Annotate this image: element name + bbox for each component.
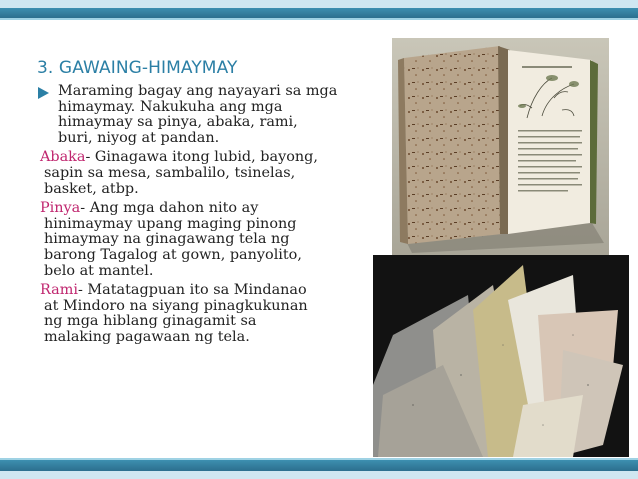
item-line: basket, atbp.: [44, 180, 139, 197]
book-photo: [392, 38, 609, 260]
item-line: - Matatagpuan ito sa Mindanao: [78, 282, 307, 299]
item-line: - Ginagawa itong lubid, bayong,: [85, 149, 318, 166]
item-line: hinimaymay upang maging pinong: [44, 215, 297, 232]
bullet-line: himaymay sa pinya, abaka, rami,: [58, 114, 298, 131]
term-abaka: Abaka: [40, 149, 86, 166]
bullet-line: himaymay. Nakukuha ang mga: [58, 98, 283, 115]
item-line: malaking pagawaan ng tela.: [44, 328, 250, 345]
bullet-arrow-icon: [38, 87, 49, 99]
item-line: ng mga hiblang ginagamit sa: [44, 313, 257, 330]
top-border-dark: [0, 8, 638, 18]
bullet-line: Maraming bagay ang nayayari sa mga: [58, 83, 338, 99]
item-line: sapin sa mesa, sambalilo, tsinelas,: [44, 164, 296, 181]
item-line: barong Tagalog at gown, panyolito,: [44, 246, 302, 263]
slide-body: [36, 84, 366, 346]
slide-title: 3. GAWAING-HIMAYMAY: [37, 58, 238, 78]
bullet-line: buri, niyog at pandan.: [58, 129, 220, 146]
bottom-border-dark: [0, 460, 638, 471]
bottom-border-light: [0, 471, 638, 479]
item-line: at Mindoro na siyang pinagkukunan: [44, 297, 308, 314]
item-pinya: [36, 201, 366, 279]
item-line: belo at mantel.: [44, 262, 154, 279]
item-line: himaymay na ginagawang tela ng: [44, 231, 290, 248]
top-border-line: [0, 18, 638, 20]
item-rami: [36, 283, 366, 345]
item-line: - Ang mga dahon nito ay: [80, 200, 259, 217]
bullet-paragraph: [36, 84, 366, 146]
term-rami: Rami: [40, 282, 78, 299]
paper-samples-illustration: [373, 255, 629, 457]
term-pinya: Pinya: [40, 200, 81, 217]
item-abaka: [36, 150, 366, 197]
paper-samples-photo: [373, 255, 629, 457]
top-border-light: [0, 0, 638, 8]
book-illustration: [392, 38, 609, 260]
